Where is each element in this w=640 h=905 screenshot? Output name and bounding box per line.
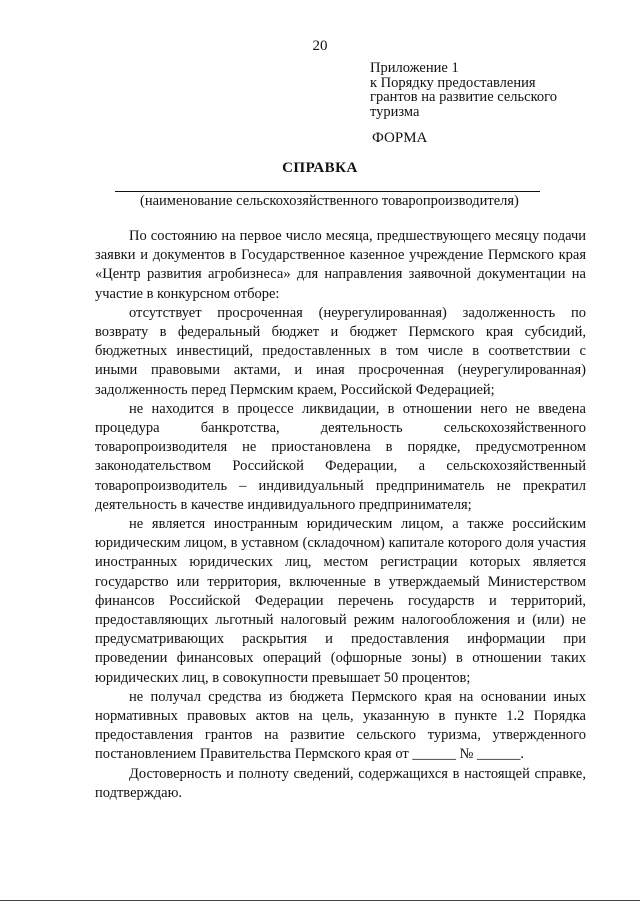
producer-name-line — [115, 191, 540, 192]
paragraph: По состоянию на первое число месяца, предшествующего месяцу подачи заявки и документов в Государственное казенное учреждение Пермского края «Центр развития агробизнеса» для направления заявочной документации на участие в конкурсном отборе: — [95, 228, 586, 302]
page-bottom-edge — [0, 900, 640, 901]
paragraph: не находится в процессе ликвидации, в отношении него не введена процедура банкротства, деятельность сельскохозяйственного товаропроизводителя не приостановлена в порядке, предусмотренном законодательством Российской Федерации, а сельскохозяйственный товаропроизводитель – индивидуальный предприниматель не прекратил деятельность в качестве индивидуального предпринимателя; — [95, 400, 586, 513]
producer-name-caption: (наименование сельскохозяйственного товаропроизводителя) — [140, 193, 519, 209]
paragraph: Достоверность и полноту сведений, содержащихся в настоящей справке, подтверждаю. — [95, 765, 586, 801]
paragraph: не является иностранным юридическим лицом, а также российским юридическим лицом, в уставном (складочном) капитале которого доля участия иностранных юридических лиц, местом регистрации которых является государство или территория, включенные в утверждаемый Министерством финансов Российской Федерации перечень государств и территорий, предоставляющих льготный налоговый режим налогообложения и (или) не предусматривающих раскрытия и предоставления информации при проведении финансовых операций (офшорные зоны) в отношении таких юридических лиц, в совокупности превышает 50 процентов; — [95, 516, 586, 686]
form-label: ФОРМА — [372, 130, 428, 146]
document-body — [95, 227, 586, 803]
page-number: 20 — [312, 38, 328, 54]
appendix-note — [370, 61, 610, 119]
document-title: СПРАВКА — [282, 160, 358, 176]
appendix-line: к Порядку предоставления — [370, 74, 536, 91]
appendix-line: грантов на развитие сельского — [370, 89, 557, 105]
paragraph: не получал средства из бюджета Пермского края на основании иных нормативных правовых актов на цель, указанную в пункте 1.2 Порядка предоставления грантов на развитие сельского туризма, утвержденного постановлением Правительства Пермского края от ______ № ______. — [95, 688, 586, 763]
paragraph: отсутствует просроченная (неурегулированная) задолженность по возврату в федеральный бюджет и бюджет Пермского края субсидий, бюджетных инвестиций, предоставленных в том числе в соответствии с иными правовыми актами, и иная просроченная (неурегулированная) задолженность перед Пермским краем, Российской Федерацией; — [95, 304, 586, 398]
appendix-line: Приложение 1 — [370, 60, 459, 76]
appendix-line: туризма — [370, 103, 420, 120]
